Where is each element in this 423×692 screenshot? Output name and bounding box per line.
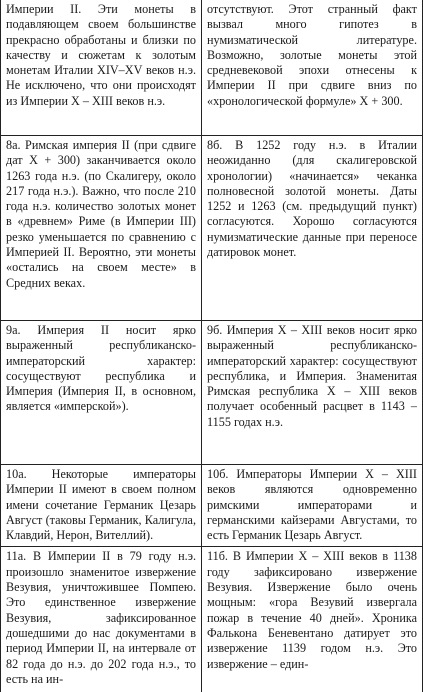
left-cell: 9а. Империя II носит ярко выраженный республиканско-императорский характер: сосуществуют республика и Империя (Империя II, в основном, является «имперской»). (1, 321, 202, 465)
right-cell: 10б. Императоры Империи X – XIII веков являются одновременно римскими императорами и германскими кайзерами Августами, то есть Германик Цезарь Август. (202, 465, 423, 547)
table-row (1, 465, 423, 547)
table-row (1, 547, 423, 692)
table-row (1, 136, 423, 321)
right-cell: 9б. Империя X – XIII веков носит ярко выраженный республиканско-императорский характер: сосуществуют республика, и Империя. Знаменитая Римская республика X – XIII веков получает особенный расцвет в 1143 – 1155 годах н.э. (202, 321, 423, 465)
right-cell: отсутствуют. Этот странный факт вызвал много гипотез в нумизматической литературе. Возможно, золотые монеты этой средневековой эпохи отнесены к Империи II при сдвиге вниз по «хронологической формуле» X + 300. (202, 0, 423, 136)
right-cell: 11б. В Империи X – XIII веков в 1138 году зафиксировано извержение Везувия. Извержение было очень мощным: «гора Везувий извергала пожар в течение 40 дней». Хроника Фалькона Беневентано датирует это извержение 1139 годом н.э. Это извержение – един- (202, 547, 423, 692)
left-cell: 8а. Римская империя II (при сдвиге дат X + 300) заканчивается около 1263 года н.э. (по Скалигеру, около 217 года н.э.). Важно, что после 210 года н.э. количество золотых монет в «древнем» Риме (в Империи III) резко уменьшается по сравнению с Империей II. Вероятно, эти монеты «остались на своем месте» в Средних веках. (1, 136, 202, 321)
left-cell: 10а. Некоторые императоры Империи II имеют в своем полном имени сочетание Германик Цезарь Август (таковы Германик, Калигула, Клавдий, Нерон, Вителлий). (1, 465, 202, 547)
table-row (1, 321, 423, 465)
right-cell: 8б. В 1252 году н.э. в Италии неожиданно (для скалигеровской хронологии) «начинается» чеканка полновесной золотой монеты. Даты 1252 и 1263 (см. предыдущий пункт) согласуются. Хорошо согласуются нумизматические данные при переносе датировок монет. (202, 136, 423, 321)
left-cell: Империи II. Эти монеты в подавляющем своем большинстве прекрасно обработаны и близки по качеству и сюжетам к золотым монетам Италии XIV–XV веков н.э. Не исключено, что они происходят из Империи X – XIII веков н.э. (1, 0, 202, 136)
left-cell: 11а. В Империи II в 79 году н.э. произошло знаменитое извержение Везувия, уничтожившее Помпею. Это единственное извержение Везувия, зафиксированное дошедшими до нас документами в период Империи II, на интервале от 82 года до н.э. до 202 года н.э., то есть на ин- (1, 547, 202, 692)
table-row (1, 0, 423, 136)
